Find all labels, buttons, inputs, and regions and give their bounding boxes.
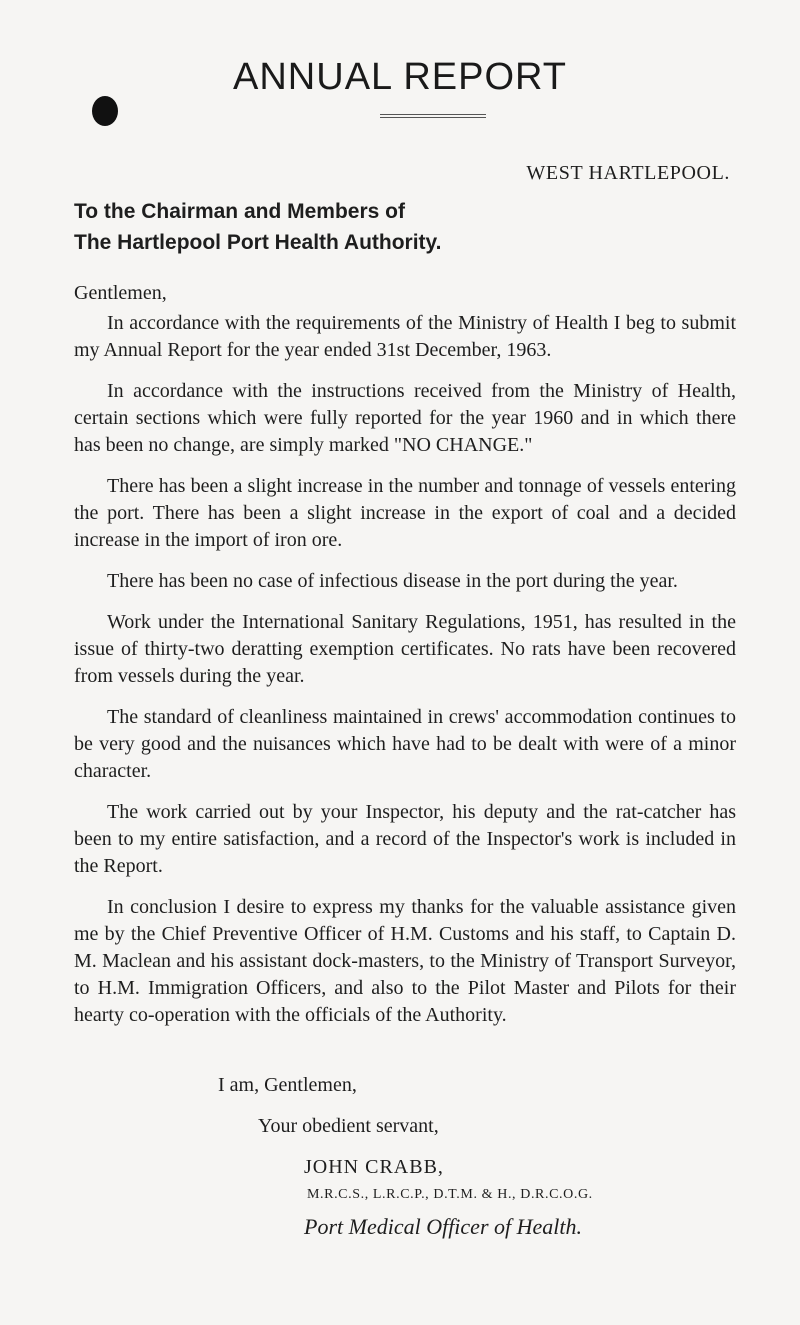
closing-line-1: I am, Gentlemen,: [218, 1074, 357, 1096]
address-block: [74, 196, 442, 258]
paragraph: In accordance with the instructions received from the Ministry of Health, certain sections which were fully reported for the year 1960 and in which there has been no change, are simply marked "NO CHANGE.": [74, 380, 736, 456]
address-line-1: To the Chairman and Members of: [74, 200, 405, 223]
title-divider-lower: [380, 117, 486, 118]
closing-line-2: Your obedient servant,: [258, 1115, 439, 1137]
page-title: ANNUAL REPORT: [233, 56, 567, 98]
title-divider: [380, 114, 486, 115]
paragraph: There has been no case of infectious disease in the port during the year.: [107, 570, 678, 592]
paragraph: Work under the International Sanitary Regulations, 1951, has resulted in the issue of thirty-two deratting exemption certificates. No rats have been recovered from vessels during the year.: [74, 611, 736, 687]
signatory-qualifications: M.R.C.S., L.R.C.P., D.T.M. & H., D.R.C.O.G.: [307, 1187, 593, 1202]
address-line-2: The Hartlepool Port Health Authority.: [74, 231, 442, 254]
signatory-role: Port Medical Officer of Health.: [304, 1214, 582, 1239]
report-body: [74, 310, 736, 1043]
salutation: Gentlemen,: [74, 282, 167, 304]
paragraph: The standard of cleanliness maintained in crews' accommodation continues to be very good and the nuisances which have had to be dealt with were of a minor character.: [74, 706, 736, 782]
paragraph: There has been a slight increase in the number and tonnage of vessels entering the port. There has been a slight increase in the export of coal and a decided increase in the import of iron ore.: [74, 475, 736, 551]
paragraph: In conclusion I desire to express my thanks for the valuable assistance given me by the Chief Preventive Officer of H.M. Customs and his staff, to Captain D. M. Maclean and his assistant dock-masters, to the Ministry of Transport Surveyor, to H.M. Immigration Officers, and also to the Pilot Master and Pilots for their hearty co-operation with the officials of the Authority.: [74, 896, 736, 1026]
paragraph: The work carried out by your Inspector, his deputy and the rat-catcher has been to my entire satisfaction, and a record of the Inspector's work is included in the Report.: [74, 801, 736, 877]
ink-blot-mark: [92, 96, 118, 126]
place-heading: WEST HARTLEPOOL.: [526, 162, 730, 184]
signatory-name: JOHN CRABB,: [304, 1156, 444, 1178]
paragraph: In accordance with the requirements of the Ministry of Health I beg to submit my Annual Report for the year ended 31st December, 1963.: [74, 312, 736, 361]
